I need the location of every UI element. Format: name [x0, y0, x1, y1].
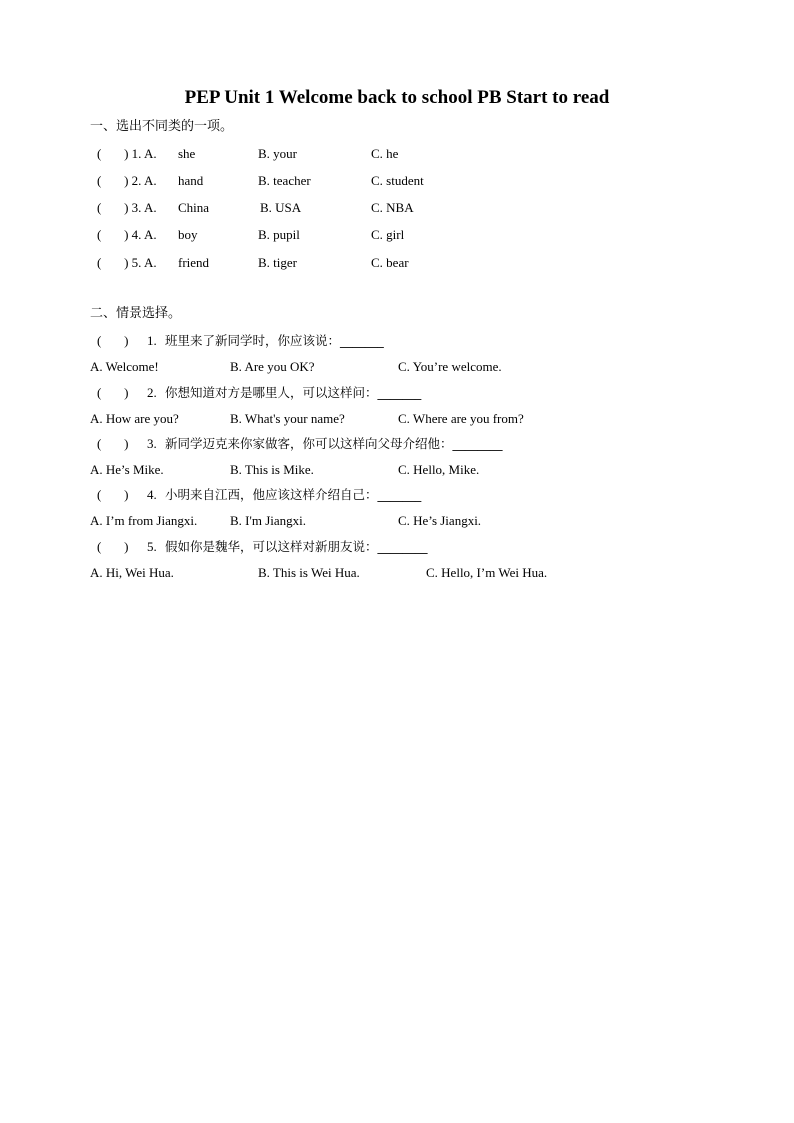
- s2-q1-prompt: 班里来了新同学时，你应该说：_______: [165, 333, 384, 348]
- page-title: PEP Unit 1 Welcome back to school PB Start to read: [184, 87, 610, 108]
- s2-q2-options: [0, 409, 794, 429]
- s1-q4-prefix: ( ) 4. A.: [97, 227, 157, 242]
- s2-q4-option-b: B. I'm Jiangxi.: [230, 513, 307, 528]
- s1-q1-option-c: C. he: [371, 146, 399, 161]
- s2-q3-option-a: A. He’s Mike.: [90, 462, 164, 477]
- s2-q1-options: [0, 357, 794, 377]
- s2-q3-options: [0, 460, 794, 480]
- s1-q4-option-b: B. pupil: [258, 227, 300, 242]
- s2-question-1: [0, 331, 794, 351]
- s2-q3-number: 3.: [147, 436, 157, 451]
- s1-q5-prefix: ( ) 5. A.: [97, 255, 157, 270]
- s1-q5-option-b: B. tiger: [258, 255, 297, 270]
- s1-question-2: [0, 171, 794, 191]
- s2-q4-paren: ( ): [97, 487, 129, 502]
- section-1-heading: 一、选出不同类的一项。: [90, 119, 234, 134]
- s2-question-4: [0, 485, 794, 505]
- s2-q4-options: [0, 511, 794, 531]
- s1-question-1: [0, 144, 794, 164]
- s2-q1-number: 1.: [147, 333, 157, 348]
- s1-q1-prefix: ( ) 1. A.: [97, 146, 157, 161]
- s2-question-5: [0, 537, 794, 557]
- s2-q3-paren: ( ): [97, 436, 129, 451]
- s2-question-3: [0, 434, 794, 454]
- s1-q4-option-a: boy: [178, 227, 198, 242]
- s1-q3-prefix: ( ) 3. A.: [97, 200, 157, 215]
- s2-q5-options: [0, 563, 794, 583]
- s2-q3-prompt: 新同学迈克来你家做客，你可以这样向父母介绍他：________: [165, 436, 503, 451]
- s2-q2-option-a: A. How are you?: [90, 411, 179, 426]
- s2-q1-option-c: C. You’re welcome.: [398, 359, 502, 374]
- s1-q2-option-a: hand: [178, 173, 204, 188]
- s2-q5-option-b: B. This is Wei Hua.: [258, 565, 360, 580]
- s2-q3-option-c: C. Hello, Mike.: [398, 462, 480, 477]
- s2-q5-option-c: C. Hello, I’m Wei Hua.: [426, 565, 548, 580]
- s1-q2-prefix: ( ) 2. A.: [97, 173, 157, 188]
- s1-q2-option-c: C. student: [371, 173, 424, 188]
- s2-q5-number: 5.: [147, 539, 157, 554]
- s2-q4-prompt: 小明来自江西，他应该这样介绍自己：_______: [165, 487, 422, 502]
- s2-q2-prompt: 你想知道对方是哪里人，可以这样问：_______: [165, 385, 422, 400]
- s1-q1-option-b: B. your: [258, 146, 297, 161]
- s1-question-5: [0, 253, 794, 273]
- s2-q4-option-a: A. I’m from Jiangxi.: [90, 513, 198, 528]
- s2-q2-paren: ( ): [97, 385, 129, 400]
- s1-q3-option-a: China: [178, 200, 210, 215]
- s2-q3-option-b: B. This is Mike.: [230, 462, 314, 477]
- s2-q1-option-a: A. Welcome!: [90, 359, 159, 374]
- s1-q4-option-c: C. girl: [371, 227, 405, 242]
- s1-q3-option-c: C. NBA: [371, 200, 414, 215]
- s2-q5-option-a: A. Hi, Wei Hua.: [90, 565, 174, 580]
- s2-q1-paren: ( ): [97, 333, 129, 348]
- s2-q1-option-b: B. Are you OK?: [230, 359, 315, 374]
- s1-question-4: [0, 225, 794, 245]
- s2-q4-option-c: C. He’s Jiangxi.: [398, 513, 482, 528]
- s2-q2-option-b: B. What's your name?: [230, 411, 345, 426]
- s2-q2-number: 2.: [147, 385, 157, 400]
- s1-q3-option-b: B. USA: [260, 200, 302, 215]
- s1-q5-option-c: C. bear: [371, 255, 409, 270]
- s1-q5-option-a: friend: [178, 255, 210, 270]
- section-2-heading: 二、情景选择。: [90, 306, 182, 321]
- s2-question-2: [0, 383, 794, 403]
- s2-q2-option-c: C. Where are you from?: [398, 411, 524, 426]
- s1-q2-option-b: B. teacher: [258, 173, 311, 188]
- s1-question-3: [0, 198, 794, 218]
- s2-q5-paren: ( ): [97, 539, 129, 554]
- s2-q4-number: 4.: [147, 487, 157, 502]
- s2-q5-prompt: 假如你是魏华，可以这样对新朋友说：________: [165, 539, 428, 554]
- s1-q1-option-a: she: [178, 146, 196, 161]
